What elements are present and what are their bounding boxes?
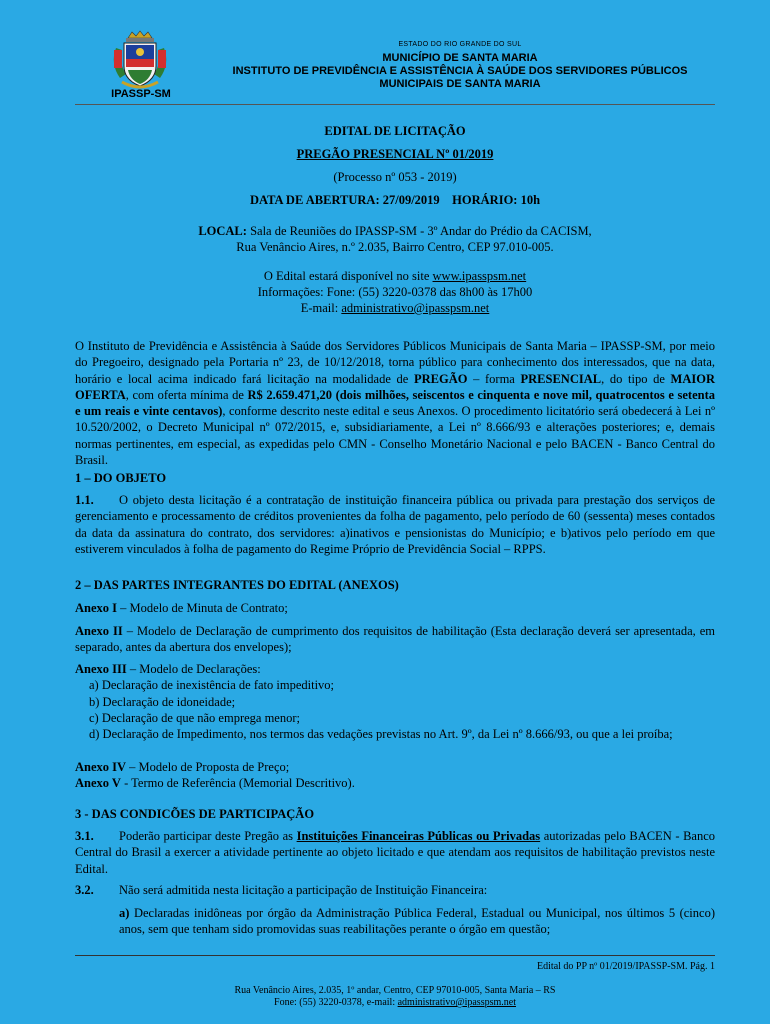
section3-item-a-label: a) xyxy=(119,906,130,920)
anexo-2-label: Anexo II xyxy=(75,624,123,638)
anexo-3-text: – Modelo de Declarações: xyxy=(126,662,261,676)
footer-divider xyxy=(75,955,715,956)
anexo-2 xyxy=(75,623,715,656)
local-text: Sala de Reuniões do IPASSP-SM - 3º Andar do Prédio da CACISM, xyxy=(246,224,592,238)
anexo-4-label: Anexo IV xyxy=(75,760,127,774)
section3-item-3-2 xyxy=(75,882,715,898)
intro-bold-presencial: PRESENCIAL xyxy=(520,371,602,386)
local-label: LOCAL: xyxy=(198,224,247,238)
section3-item-3-1-bold: Instituições Financeiras Públicas ou Privadas xyxy=(296,829,541,843)
header-institute-line2: MUNICIPAIS DE SANTA MARIA xyxy=(379,78,541,90)
anexo-1-label: Anexo I xyxy=(75,601,118,615)
intro-bold-maior-oferta: MAIOR OFERTA xyxy=(75,371,715,402)
section3-item-3-1-text-a: Poderão participar deste Pregão as xyxy=(119,829,297,843)
section1-item-1-1 xyxy=(75,492,715,557)
anexo-2-text: – Modelo de Declaração de cumprimento dos requisitos de habilitação (Esta declaração deverá ser apresentada, em separado, antes da abertura dos envelopes); xyxy=(75,624,715,655)
anexo-1-text: – Modelo de Minuta de Contrato; xyxy=(117,601,288,615)
title-processo: (Processo nº 053 - 2019) xyxy=(333,170,457,184)
intro-bold-pregao: PREGÃO xyxy=(413,371,468,386)
section3-item-a xyxy=(75,905,715,938)
logo-caption: IPASSP-SM xyxy=(111,88,171,100)
anexo-3-item-d: d) Declaração de Impedimento, nos termos das vedações previstas no Art. 9º, da Lei nº 8.666/93, ou que a lei proíba; xyxy=(89,727,673,742)
anexo-3-item-b: b) Declaração de idoneidade; xyxy=(89,694,236,709)
intro-text-2: – forma xyxy=(467,371,521,386)
anexo-3-item-c: c) Declaração de que não emprega menor; xyxy=(89,710,300,725)
title-edital: EDITAL DE LICITAÇÃO xyxy=(324,124,466,138)
anexo-4 xyxy=(75,759,715,775)
section3-item-3-1-text-c: autorizadas pelo BACEN - Banco Central do Brasil a exercer a atividade pertinente ao objeto licitado e que atendam aos requisitos de habilitação previstos neste Edital. xyxy=(75,829,715,876)
anexo-5 xyxy=(75,775,715,791)
anexo-3-label: Anexo III xyxy=(75,662,127,676)
local-line2: Rua Venâncio Aires, n.º 2.035, Bairro Centro, CEP 97.010-005. xyxy=(236,240,554,254)
site-link[interactable]: www.ipasspsm.net xyxy=(432,269,527,283)
email-link[interactable]: administrativo@ipasspsm.net xyxy=(341,301,490,315)
local-line1 xyxy=(75,223,715,239)
section3-item-3-1-number: 3.1. xyxy=(75,829,94,843)
anexo-5-label: Anexo V xyxy=(75,776,121,790)
section3-heading: 3 - DAS CONDICÕES DE PARTICIPAÇÃO xyxy=(75,807,315,821)
intro-text-5: , conforme descrito neste edital e seus Anexos. O procedimento licitatório será obedecerá à Lei nº 10.520/2002, o Decreto Municipal nº 072/2015, e, subsidiariamente, a Lei nº 8.666/93 e alterações posteriores; e, demais normas pertinentes, em especial, as expedidas pelo CMN - Conselho Monetário Nacional e pelo BACEN - Banco Central do Brasil. xyxy=(75,404,715,468)
section1-item-text: O objeto desta licitação é a contratação de instituição financeira pública ou privada para prestação dos serviços de gerenciamento e processamento de créditos provenientes da folha de pagamento, pelo período de 60 (sessenta) meses contados da data da assinatura do contrato, dos servidores: a)inativos e pensionistas do Município; e b)ativos pelo período em que estiverem vinculados à folha de pagamento do Regime Próprio de Previdência Social – RPPS. xyxy=(75,493,715,556)
title-pregao: PREGÃO PRESENCIAL Nº 01/2019 xyxy=(296,147,494,161)
header-divider xyxy=(75,104,715,105)
footer-contact xyxy=(75,997,715,1008)
footer-email-link[interactable]: administrativo@ipasspsm.net xyxy=(397,997,516,1008)
anexo-3 xyxy=(75,661,715,742)
intro-text-3: , do tipo de xyxy=(601,371,671,386)
anexo-3-item-a: a) Declaração de inexistência de fato impeditivo; xyxy=(89,678,335,693)
section3-item-a-text: Declaradas inidôneas por órgão da Administração Pública Federal, Estadual ou Municipal, nos últimos 5 (cinco) anos, sem que tenham sido promovidas suas reabilitações perante o órgão em questão; xyxy=(119,906,715,937)
section3-item-3-1 xyxy=(75,828,715,877)
coat-of-arms-logo xyxy=(106,30,174,92)
section2-heading: 2 – DAS PARTES INTEGRANTES DO EDITAL (ANEXOS) xyxy=(75,578,399,592)
header-institute-line1: INSTITUTO DE PREVIDÊNCIA E ASSISTÊNCIA À SAÚDE DOS SERVIDORES PÚBLICOS xyxy=(232,65,688,77)
section3-item-3-2-number: 3.2. xyxy=(75,883,94,897)
section1-heading: 1 – DO OBJETO xyxy=(75,471,167,485)
title-abertura: DATA DE ABERTURA: 27/09/2019 HORÁRIO: 10h xyxy=(249,193,541,207)
info-phone: Informações: Fone: (55) 3220-0378 das 8h00 às 17h00 xyxy=(257,285,533,299)
info-site-line xyxy=(75,268,715,284)
info-site-prefix: O Edital estará disponível no site xyxy=(263,269,433,283)
anexo-1 xyxy=(75,600,715,616)
intro-bold-valor: R$ 2.659.471,20 (dois milhões, seiscentos e cinquenta e nove mil, quatrocentos e setenta e um reais e vinte centavos) xyxy=(75,387,715,419)
footer-page: Edital do PP nº 01/2019/IPASSP-SM. Pág. 1 xyxy=(537,961,715,972)
footer-address: Rua Venâncio Aires, 2.035, 1º andar, Centro, CEP 97010-005, Santa Maria – RS xyxy=(234,985,556,996)
footer-contact-prefix: Fone: (55) 3220-0378, e-mail: xyxy=(274,997,398,1008)
intro-text-1: O Instituto de Previdência e Assistência à Saúde dos Servidores Públicos Municipais de Santa Maria – IPASSP-SM, por meio do Pregoeiro, designado pela Portaria nº 23, de 10/12/2018, torna público para conhecimento dos interessados, que na data, horário e local acima indicado fará licitação na modalidade de xyxy=(75,339,715,386)
info-email-prefix: E-mail: xyxy=(300,301,342,315)
anexo-4-text: – Modelo de Proposta de Preço; xyxy=(126,760,290,774)
header-municipality: MUNICÍPIO DE SANTA MARIA xyxy=(382,52,538,64)
section3-item-3-2-text: Não será admitida nesta licitação a participação de Instituição Financeira: xyxy=(119,883,488,897)
anexo-5-text: - Termo de Referência (Memorial Descritivo). xyxy=(120,776,355,790)
info-email-line xyxy=(75,300,715,316)
header-state: ESTADO DO RIO GRANDE DO SUL xyxy=(398,41,522,48)
intro-paragraph xyxy=(75,338,715,468)
section1-item-number: 1.1. xyxy=(75,493,94,507)
intro-text-4: , com oferta mínima de xyxy=(125,387,248,402)
